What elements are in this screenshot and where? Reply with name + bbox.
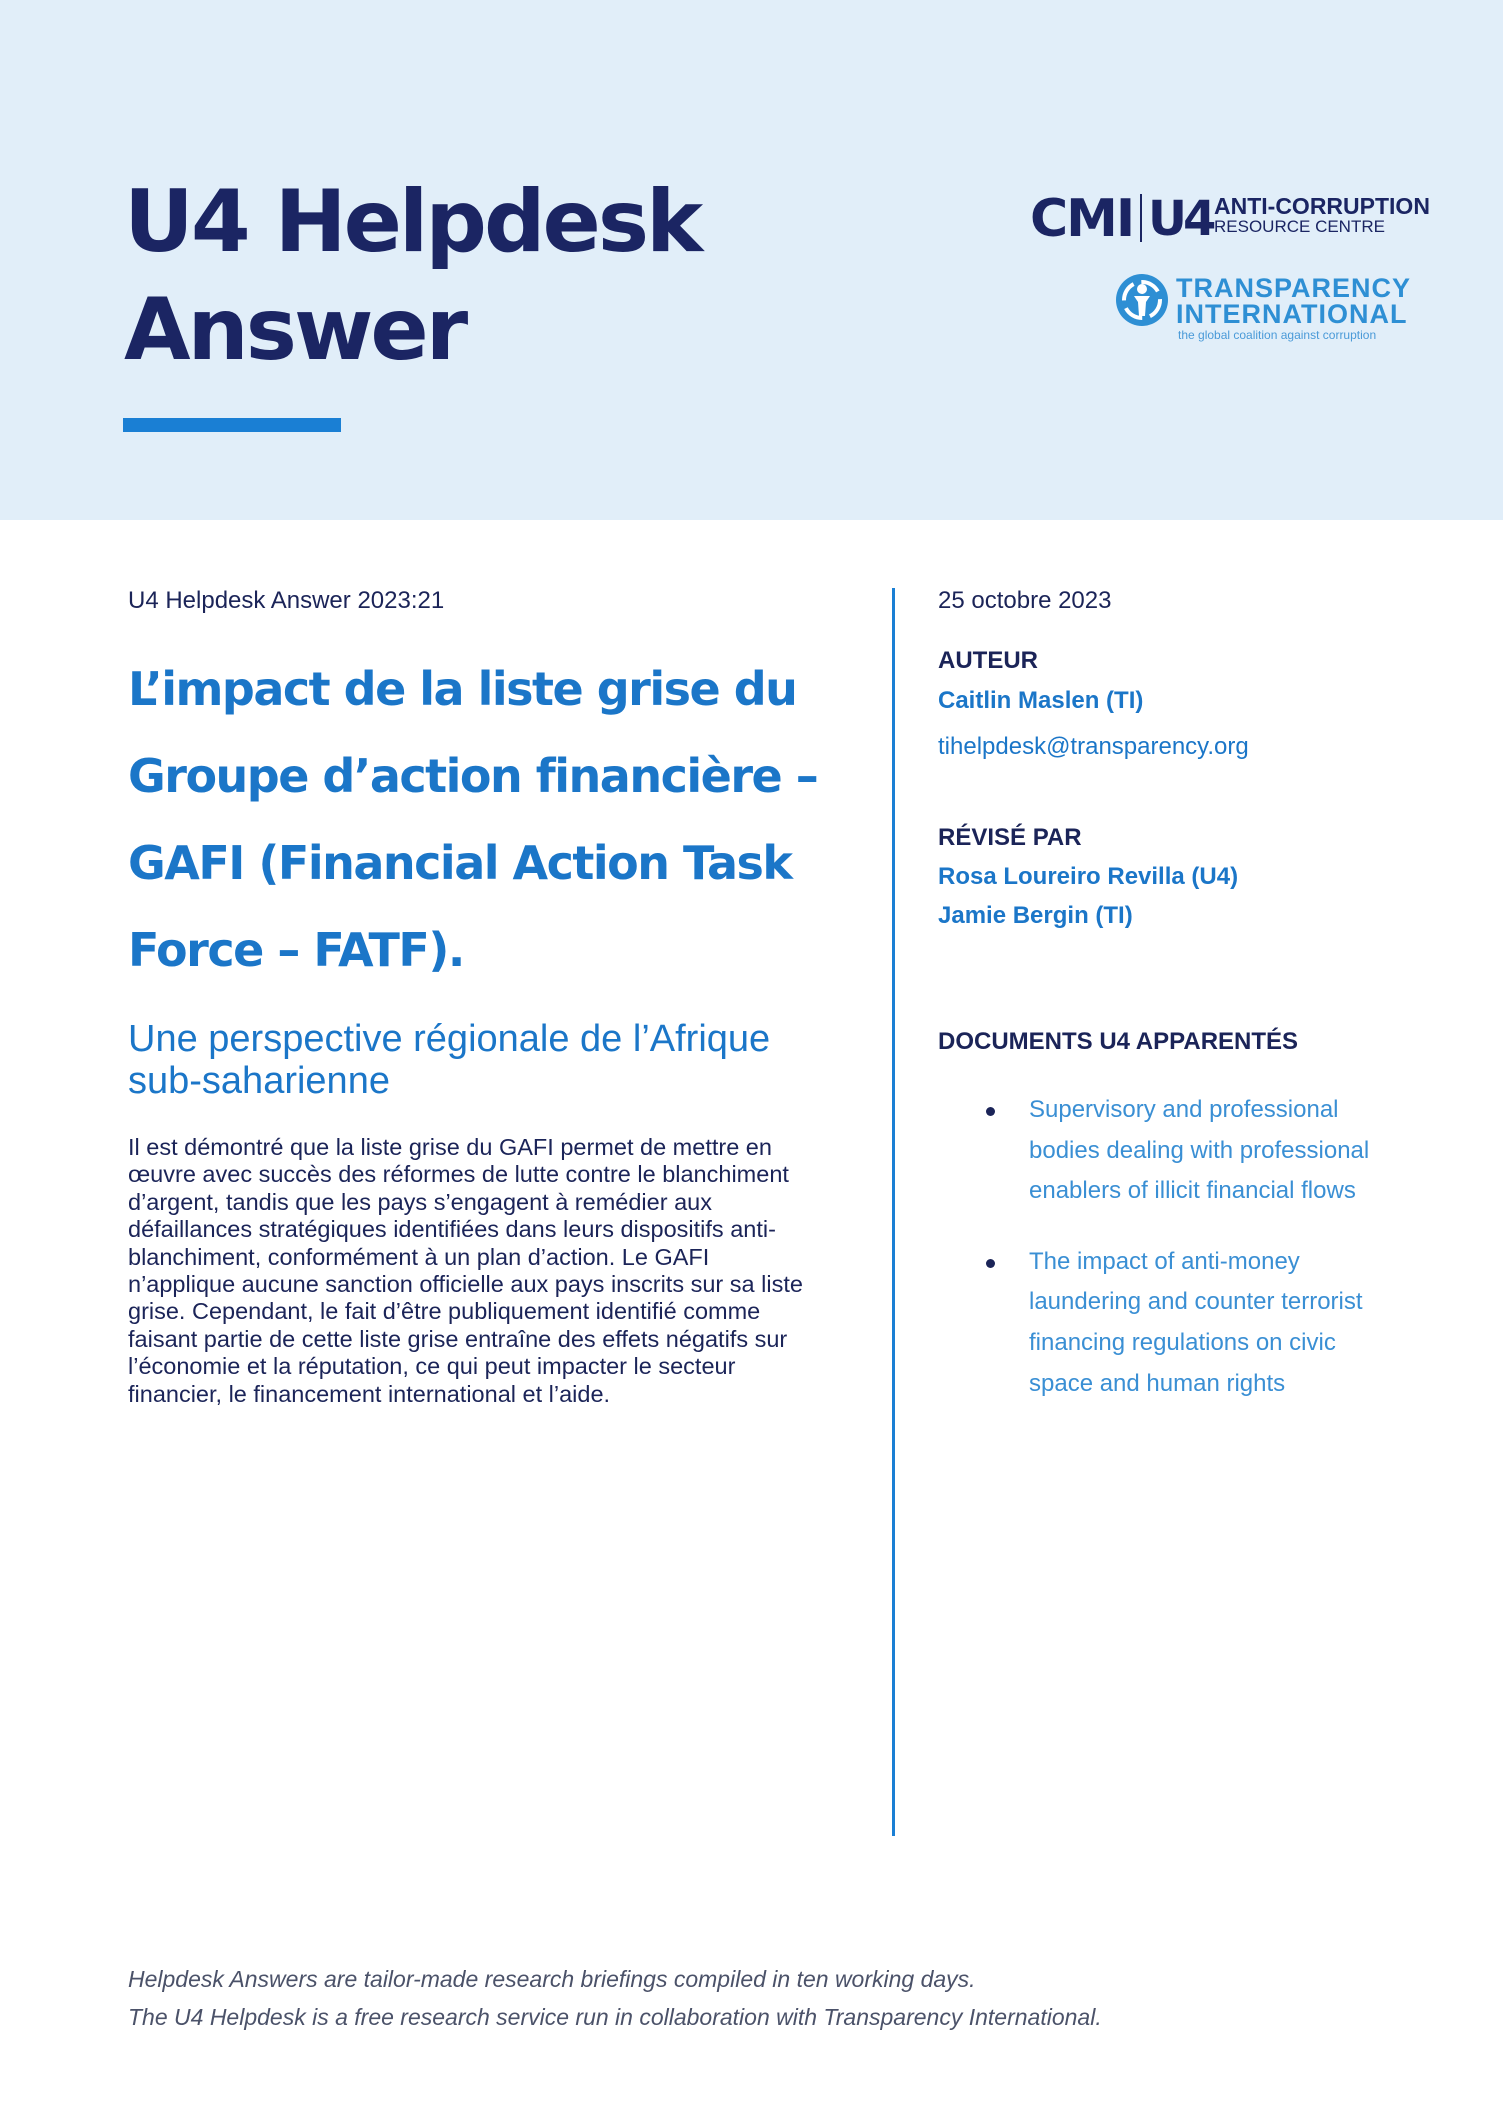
transparency-international-logo [1114, 272, 1412, 342]
document-subtitle: Une perspective régionale de l’Afrique sub-saharienne [128, 1018, 771, 1102]
related-document-link[interactable] [938, 1090, 1378, 1212]
title-line-1: U4 Helpdesk [124, 172, 701, 272]
cmi-wordmark: CMI [1030, 189, 1134, 249]
bullet-icon [986, 1107, 995, 1116]
ti-logo-line1: TRANSPARENCY [1176, 273, 1412, 303]
u4-logo-line1: ANTI-CORRUPTION [1214, 193, 1430, 219]
abstract-paragraph: Il est démontré que la liste grise du GAFI permet de mettre en œuvre avec succès des réformes de lutte contre le blanchiment d’argent, tandis que les pays s’engagent à remédier aux défaillances stratégiques identifiées dans leurs dispositifs anti-blanchiment, conformément à un plan d’action. Le GAFI n’applique aucune sanction officielle aux pays inscrits sur sa liste grise. Cependant, le fait d’être publiquement identifié comme faisant partie de cette liste grise entraîne des effets négatifs sur l’économie et la réputation, ce qui peut impacter le secteur financier, le financement international et l’aide. [128, 1134, 803, 1407]
ti-logo-tagline: the global coalition against corruption [1178, 328, 1377, 342]
document-title: L’impact de la liste grise du Groupe d’action financière – GAFI (Financial Action Task Force – FATF). [128, 662, 818, 977]
footer-note [128, 1960, 1102, 2036]
related-document-title[interactable]: Supervisory and professional bodies dealing with professional enablers of illicit financial flows [1029, 1096, 1370, 1205]
ti-emblem-icon [1114, 272, 1170, 328]
footer-line-1: Helpdesk Answers are tailor-made research briefings compiled in ten working days. [128, 1966, 976, 1992]
bullet-icon [986, 1259, 995, 1268]
author-label: AUTEUR [938, 647, 1038, 674]
title-line-2: Answer [124, 280, 466, 380]
logo-divider [1140, 194, 1142, 242]
related-documents-list [938, 1090, 1378, 1434]
related-document-link[interactable] [938, 1242, 1378, 1404]
cmi-u4-logo [1030, 189, 1430, 252]
ti-logo-line2: INTERNATIONAL [1176, 299, 1408, 329]
related-document-title[interactable]: The impact of anti-money laundering and counter terrorist financing regulations on civic space and human rights [1029, 1247, 1363, 1397]
column-divider [892, 588, 895, 1836]
related-documents-label: DOCUMENTS U4 APPARENTÉS [938, 1028, 1299, 1055]
reviewed-by-label: RÉVISÉ PAR [938, 824, 1082, 851]
author-email[interactable]: tihelpdesk@transparency.org [938, 733, 1249, 760]
document-type-title [124, 168, 700, 384]
reviewer-name: Rosa Loureiro Revilla (U4) [938, 863, 1239, 890]
author-name: Caitlin Maslen (TI) [938, 687, 1144, 714]
reviewer-name: Jamie Bergin (TI) [938, 902, 1133, 929]
publication-date: 25 octobre 2023 [938, 587, 1112, 614]
title-underline [123, 418, 341, 432]
u4-logo-line2: RESOURCE CENTRE [1214, 217, 1385, 236]
u4-wordmark: U4 [1148, 191, 1213, 247]
answer-number: U4 Helpdesk Answer 2023:21 [128, 587, 445, 614]
footer-line-2: The U4 Helpdesk is a free research service run in collaboration with Transparency International. [128, 2004, 1102, 2030]
